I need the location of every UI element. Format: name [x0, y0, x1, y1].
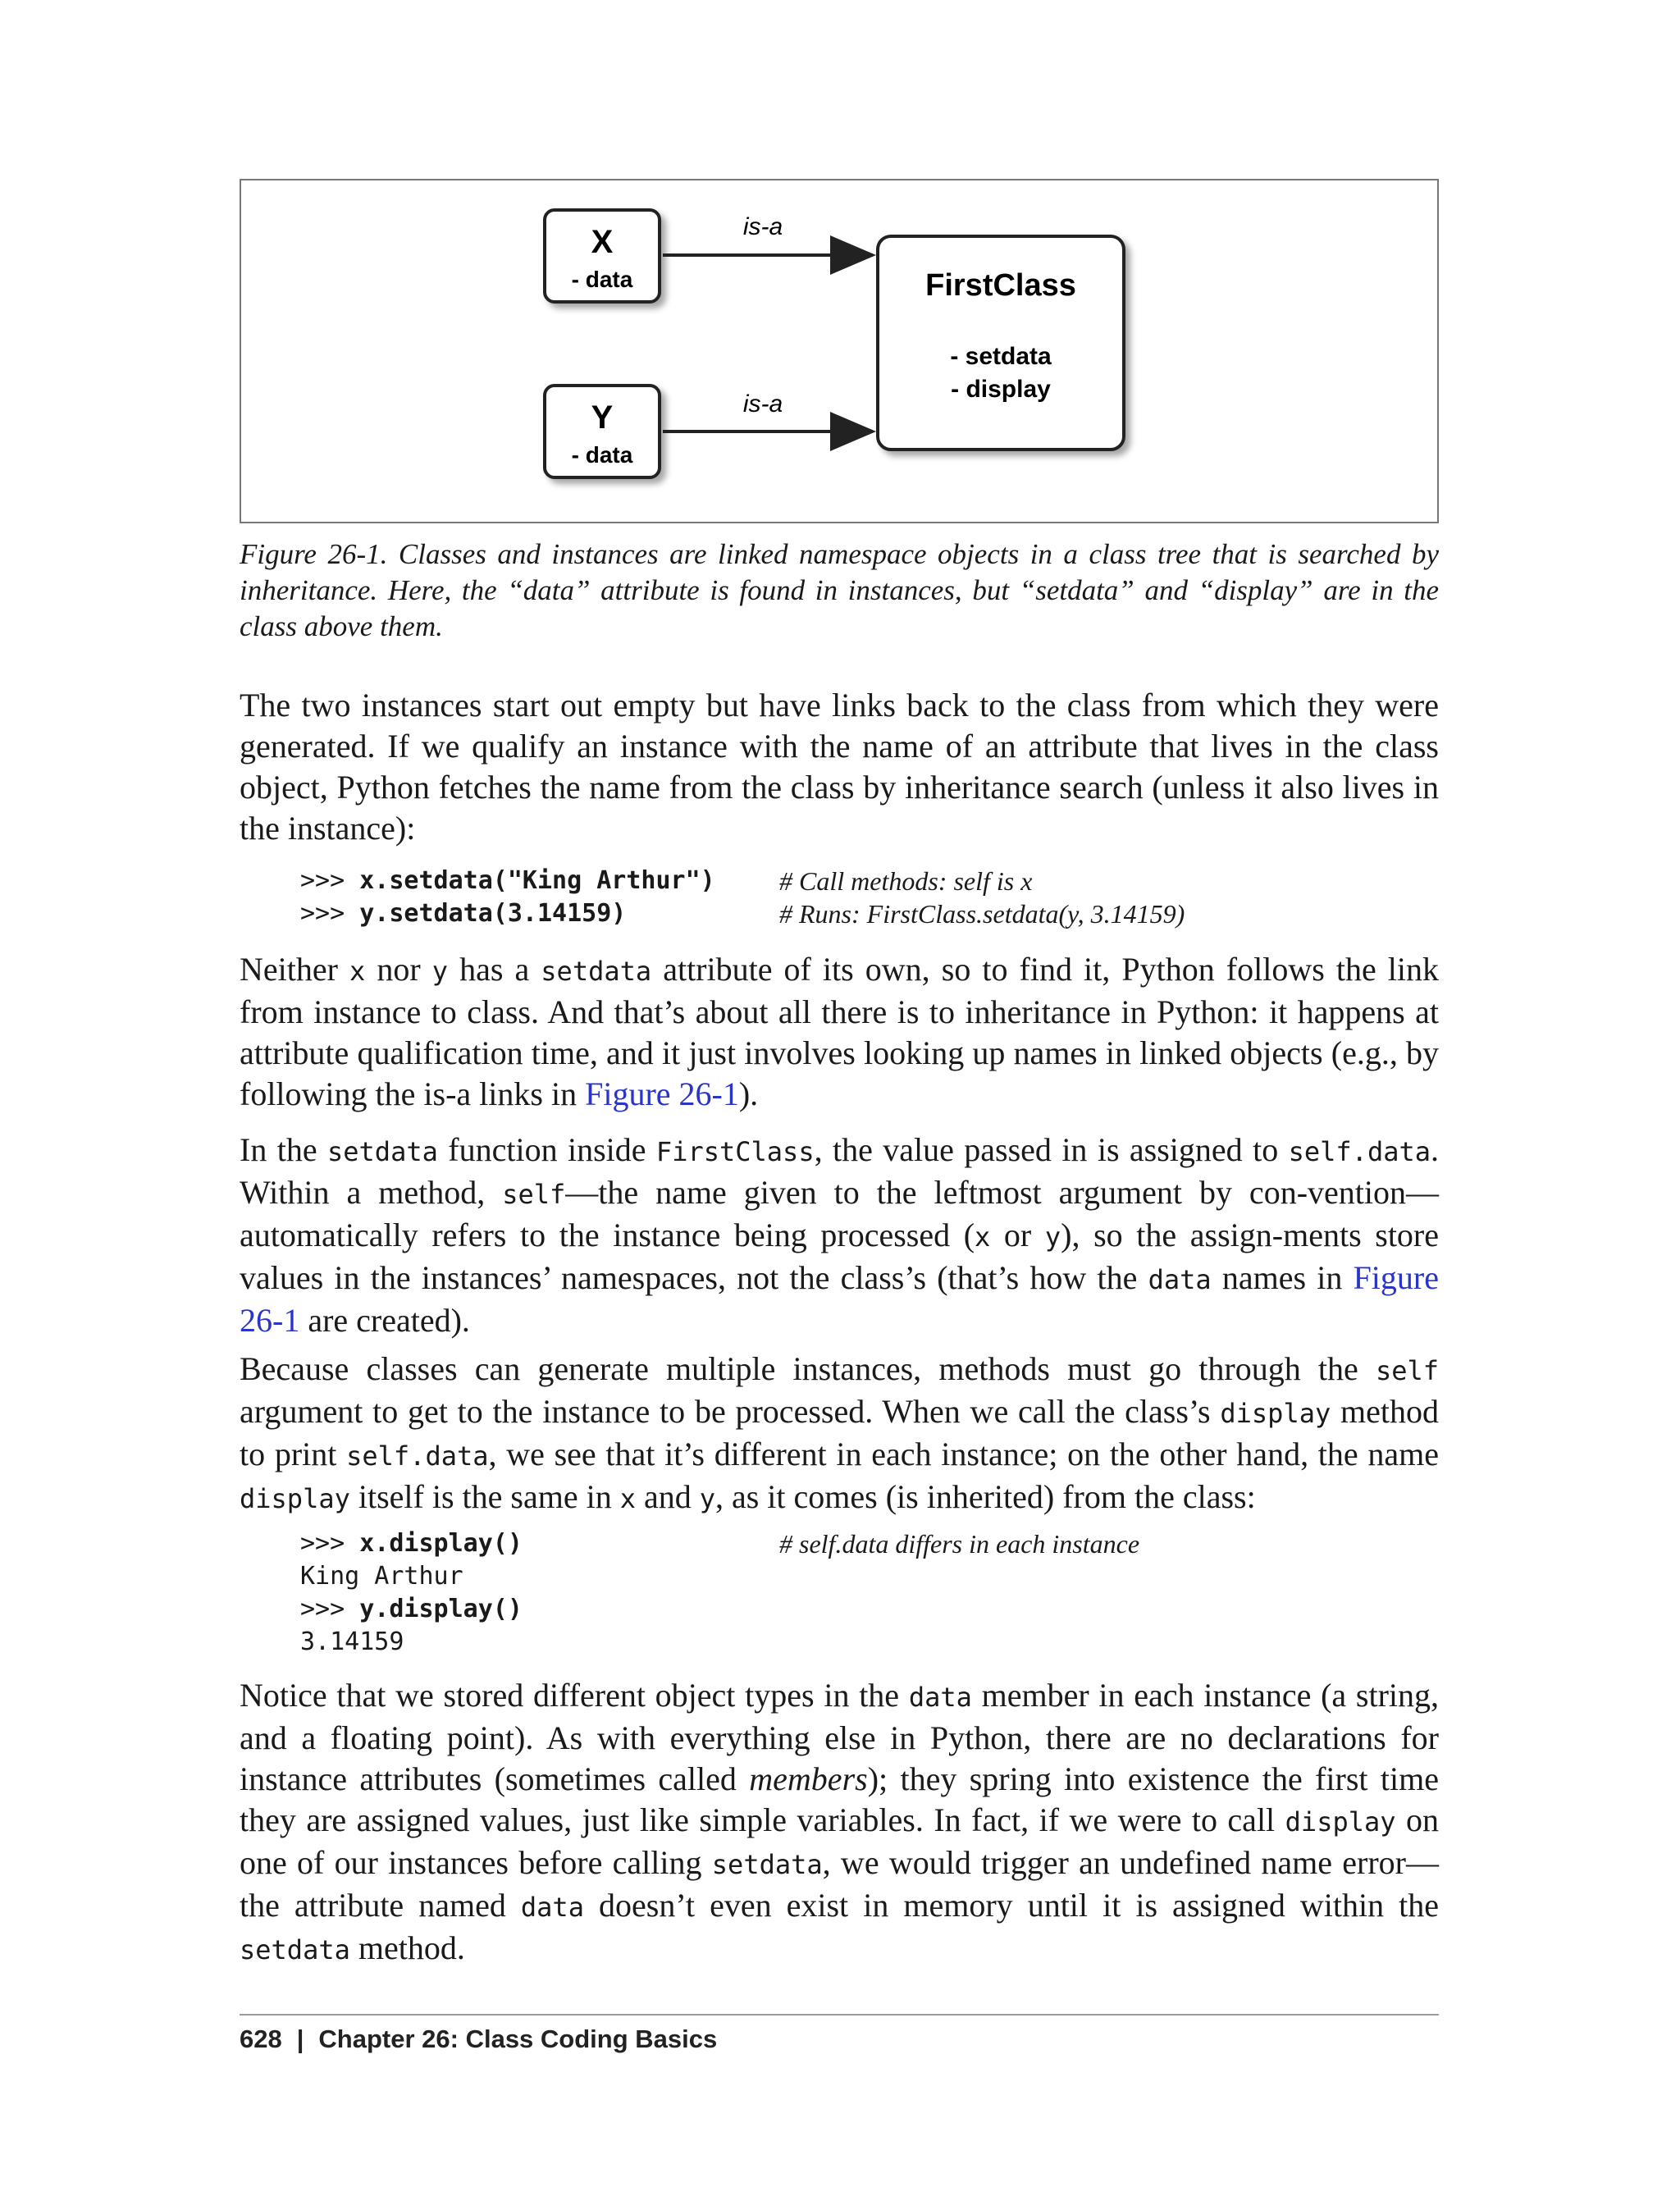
figure-26-1: [240, 179, 1439, 523]
code-comment: # self.data differs in each instance: [779, 1529, 1140, 1559]
x-instance-box: [545, 210, 660, 302]
code-line: >>> x.display() # self.data differs in each instance: [300, 1529, 1140, 1559]
firstclass-label: FirstClass: [925, 268, 1076, 303]
code-output: King Arthur: [300, 1562, 463, 1591]
paragraph-5: Notice that we stored different object types in the data member in each instance (a string, and a floating point). As with everything else in Python, there are no declarations for instance attributes (sometimes called members); they spring into existence the first time they are assigned values, just like simple variables. In fact, if we were to call display on one of our instances before calling setdata, we would trigger an undefined name error—the attribute named data doesn’t even exist in memory until it is assigned within the setdata method.: [240, 1677, 1440, 1966]
y-label: Y: [591, 399, 614, 436]
figure-caption: Figure 26-1. Classes and instances are linked namespace objects in a class tree that is searched by inheritance. Here, the “data” attribute is found in instances, but “setdata” and “display” are in the class above them.: [240, 538, 1439, 642]
code-comment: # Runs: FirstClass.setdata(y, 3.14159): [779, 899, 1185, 929]
footer-divider: [240, 2014, 1439, 2016]
firstclass-box: [878, 236, 1124, 450]
code-output: 3.14159: [300, 1628, 404, 1656]
code-block-2: [300, 1527, 1140, 1659]
code-line: >>> x.setdata("King Arthur") # Call methods: self is x: [300, 866, 1033, 896]
y-data-attr: - data: [571, 442, 633, 468]
paragraph-3: In the setdata function inside FirstClass, the value passed in is assigned to self.data. Within a method, self—the name given to the leftmost argument by con-vention—automatically refers to the instance being processed (x or y), so the assign-ments store values in the instances’ namespaces, not the class’s (that’s how the data names in Figure 26-1 are created).: [240, 1131, 1440, 1339]
page-footer: [240, 2025, 717, 2054]
x-label: X: [591, 224, 614, 260]
footer-separator: |: [296, 2025, 304, 2053]
y-isa-label: is-a: [742, 390, 783, 418]
display-attr: - display: [951, 376, 1051, 403]
figure-26-1-link[interactable]: Figure 26-1: [585, 1075, 739, 1112]
y-instance-box: [545, 386, 660, 477]
chapter-title: Chapter 26: Class Coding Basics: [318, 2025, 718, 2053]
paragraph-4: Because classes can generate multiple instances, methods must go through the self argument to get to the instance to be processed. When we call the class’s display method to print self.data, we see that it’s different in each instance; on the other hand, the name display itself is the same in x and y, as it comes (is inherited) from the class:: [240, 1350, 1439, 1515]
paragraph-1: The two instances start out empty but have links back to the class from which they were generated. If we qualify an instance with the name of an attribute that lives in the class object, Python fetches the name from the class by inheritance search (unless it also lives in the instance):: [240, 687, 1439, 847]
class-tree-diagram: [241, 180, 1440, 525]
code-line: >>> y.display(): [300, 1595, 523, 1623]
x-data-attr: - data: [571, 267, 633, 292]
figure-26-1-link[interactable]: Figure 26-1: [240, 1259, 1439, 1339]
code-line: >>> y.setdata(3.14159) # Runs: FirstClass.setdata(y, 3.14159): [300, 899, 1185, 929]
x-isa-label: is-a: [742, 213, 783, 240]
code-comment: # Call methods: self is x: [779, 866, 1033, 896]
code-block-1: [300, 865, 1185, 930]
paragraph-2: Neither x nor y has a setdata attribute of its own, so to find it, Python follows the link from instance to class. And that’s about all there is to inheritance in Python: it happens at attribute qualification time, and it just involves looking up names in linked objects (e.g., by following the is-a links in Figure 26-1).: [240, 951, 1439, 1112]
setdata-attr: - setdata: [950, 343, 1052, 370]
page-number: 628: [240, 2025, 282, 2053]
